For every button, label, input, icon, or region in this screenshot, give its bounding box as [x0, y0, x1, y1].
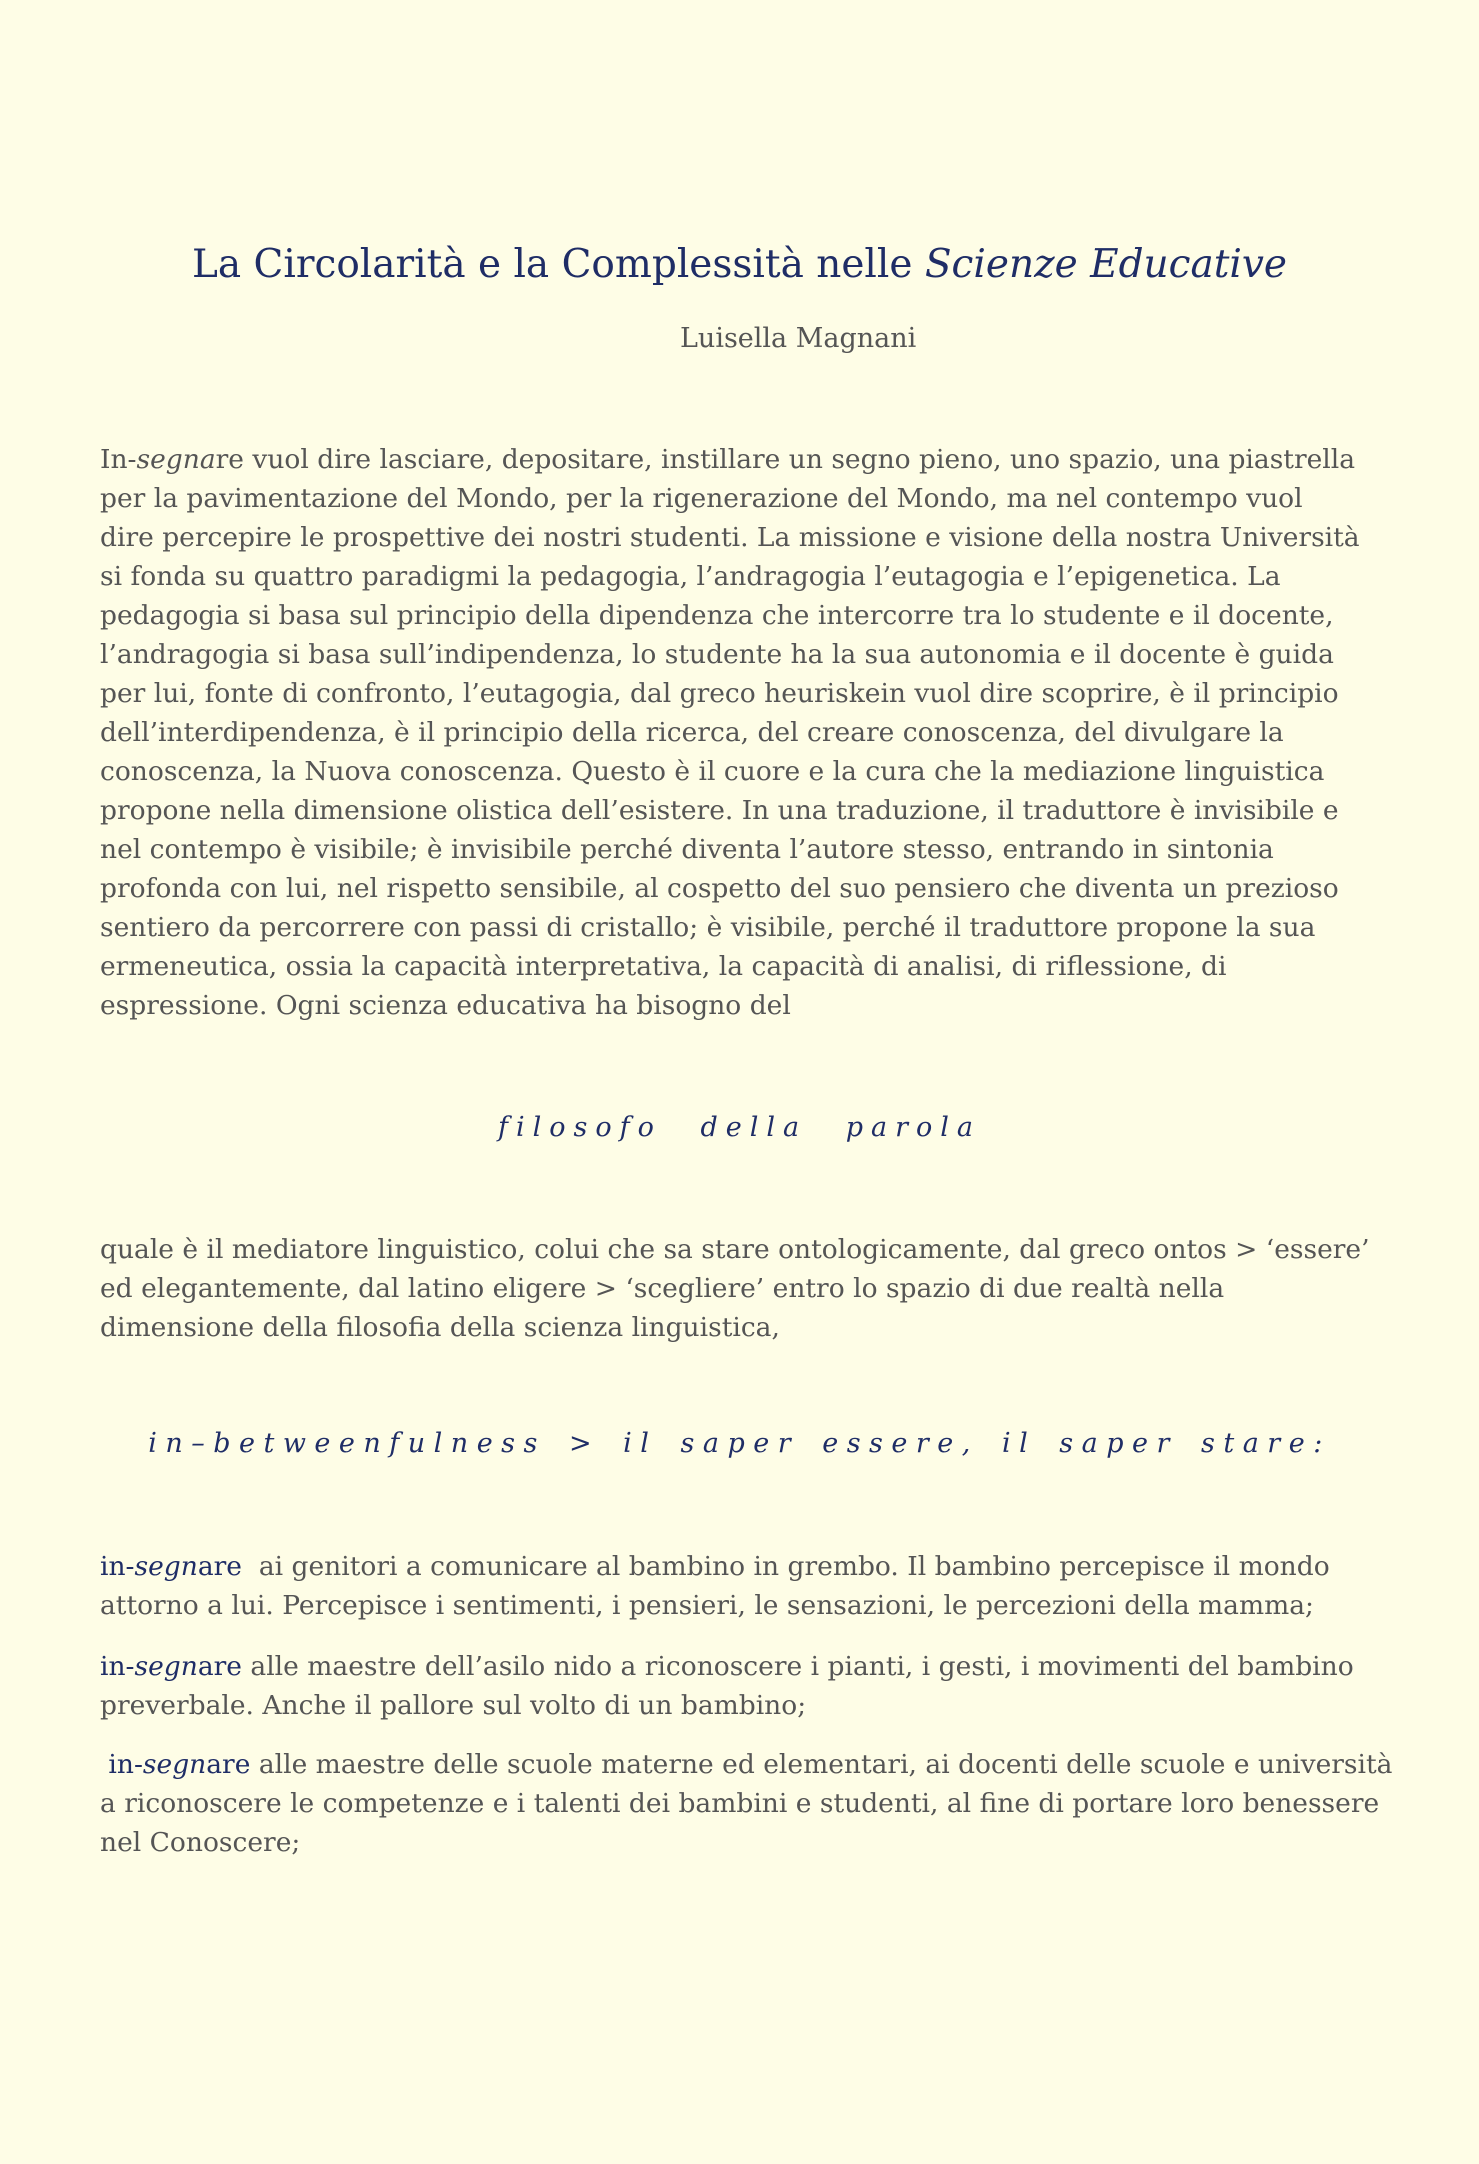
list-item-text: alle maestre delle scuole materne ed elementari, ai docenti delle scuole e università [250, 1749, 1393, 1780]
intro-line: profonda con lui, nel rispetto sensibile, al cospetto del suo pensiero che diventa un prezioso [100, 873, 1339, 904]
title-main: La Circolarità e la Complessità nelle [191, 242, 925, 287]
title-italic: Scienze Educative [924, 242, 1288, 287]
intro-paragraph [100, 440, 1390, 1025]
intro-italic: segna [136, 444, 216, 475]
list-item-text: alle maestre dell’asilo nido a riconoscere i pianti, i gesti, i movimenti del bambino [241, 1651, 1354, 1682]
lead-prefix: in- [100, 1749, 143, 1780]
lead-suffix: are [206, 1749, 251, 1780]
author-name: Luisella Magnani [680, 323, 917, 354]
intro-line: l’andragogia si basa sull’indipendenza, lo studente ha la sua autonomia e il docente è guida [100, 639, 1334, 670]
intro-first-line [100, 440, 1390, 479]
lead-prefix: in- [100, 1651, 135, 1682]
list-item [100, 1547, 1390, 1625]
list-item-line: nel Conoscere; [100, 1827, 301, 1858]
lead-suffix: are [197, 1651, 242, 1682]
intro-line: per la pavimentazione del Mondo, per la rigenerazione del Mondo, ma nel contempo vuol [100, 483, 1303, 514]
mediator-paragraph [100, 1230, 1390, 1347]
lead-suffix: are [197, 1551, 242, 1582]
intro-line: ermeneutica, ossia la capacità interpretativa, la capacità di analisi, di riflessione, di [100, 951, 1227, 982]
list-item-line: a riconoscere le competenze e i talenti dei bambini e studenti, al fine di portare loro benessere [100, 1788, 1380, 1819]
intro-suffix: re vuol dire lasciare, depositare, instillare un segno pieno, uno spazio, una piastrella [215, 444, 1356, 475]
list-item [100, 1647, 1390, 1725]
mediator-line: dimensione della filosofia della scienza linguistica, [100, 1312, 780, 1343]
lead-italic: segn [134, 1651, 198, 1682]
intro-line: dire percepire le prospettive dei nostri studenti. La missione e visione della nostra Università [100, 522, 1360, 553]
intro-line: per lui, fonte di confronto, l’eutagogia, dal greco heuriskein vuol dire scoprire, è il principio [100, 678, 1339, 709]
list-item-text: ai genitori a comunicare al bambino in grembo. Il bambino percepisce il mondo [241, 1551, 1330, 1582]
list-item-line: preverbale. Anche il pallore sul volto di un bambino; [100, 1690, 807, 1721]
lead-italic: segn [142, 1749, 207, 1780]
intro-line: sentiero da percorrere con passi di cristallo; è visibile, perché il traduttore propone la sua [100, 912, 1316, 943]
intro-prefix: In- [100, 444, 137, 475]
lead-italic: segn [134, 1551, 198, 1582]
list-item [100, 1745, 1393, 1862]
mediator-line: quale è il mediatore linguistico, colui che sa stare ontologicamente, dal greco ontos > ‘essere’ [100, 1234, 1370, 1265]
intro-line: pedagogia si basa sul principio della dipendenza che intercorre tra lo studente e il docente, [100, 600, 1334, 631]
mediator-line: ed elegantemente, dal latino eligere > ‘scegliere’ entro lo spazio di due realtà nella [100, 1273, 1225, 1304]
list-item-first-line [100, 1547, 1390, 1586]
list-item-first-line [100, 1647, 1390, 1686]
list-item-first-line [100, 1745, 1393, 1784]
intro-line: si fonda su quattro paradigmi la pedagogia, l’andragogia l’eutagogia e l’epigenetica. La [100, 561, 1281, 592]
document-title [0, 242, 1479, 287]
list-item-line: attorno a lui. Percepisce i sentimenti, i pensieri, le sensazioni, le percezioni della mamma; [100, 1590, 1314, 1621]
intro-line: dell’interdipendenza, è il principio della ricerca, del creare conoscenza, del divulgare la [100, 717, 1284, 748]
intro-line: espressione. Ogni scienza educativa ha bisogno del [100, 990, 791, 1021]
philosopher-heading: filosofo della parola [498, 1112, 981, 1143]
lead-prefix: in- [100, 1551, 135, 1582]
intro-line: propone nella dimensione olistica dell’esistere. In una traduzione, il traduttore è invisibile e [100, 795, 1339, 826]
betweenfulness-heading: in–betweenfulness > il saper essere, il saper stare: [148, 1428, 1331, 1459]
intro-line: nel contempo è visibile; è invisibile perché diventa l’autore stesso, entrando in sintonia [100, 834, 1274, 865]
intro-line: conoscenza, la Nuova conoscenza. Questo è il cuore e la cura che la mediazione linguistica [100, 756, 1325, 787]
